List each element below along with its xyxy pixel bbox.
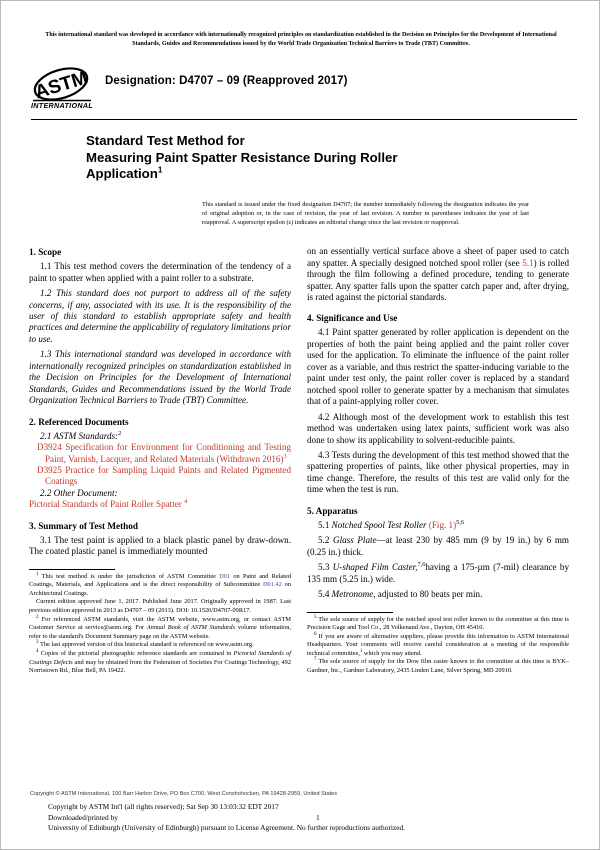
paragraph-4-1: 4.1 Paint spatter generated by roller application is dependent on the properties of both the paint being applied and the paint roller cover used for the application. To eliminate the influence of the paint roller cover as a variable, and thus restrict the spatter-inducing variable to the paint under test only, the paint roller cover is replaced by a standard notched spool roller to generate spatter by a mechanism that simulates that of a paint-applying roller cover. xyxy=(307,327,569,407)
heading-apparatus: 5. Apparatus xyxy=(307,505,358,516)
paragraph-1-1: 1.1 This test method covers the determination of the tendency of a paint to spatter when applied with a paint roller to a substrate. xyxy=(29,261,291,283)
masthead xyxy=(25,63,577,121)
paragraph-5-2-number: 5.2 xyxy=(318,535,334,546)
footnote-1-part-b: on Paint and Related Coatings, Materials, and Applications and is the direct responsibility of Subcommittee xyxy=(29,572,291,589)
footnote-5 xyxy=(307,616,569,633)
subsection-2-2 xyxy=(29,488,291,499)
svg-text:INTERNATIONAL: INTERNATIONAL xyxy=(31,101,93,111)
reference-pictorial-footnote-marker: 4 xyxy=(184,498,188,506)
paragraph-5-1-number: 5.1 xyxy=(318,519,332,530)
footnote-6-part-b: which you may attend. xyxy=(362,649,422,657)
masthead-rule xyxy=(31,119,577,120)
download-line-1: Copyright by ASTM Int'l (all rights reserved); Sat Sep 30 13:03:32 EDT 2017 xyxy=(48,802,279,811)
footnote-6-marker: 6 xyxy=(314,631,317,637)
paragraph-5-2-term: Glass Plate xyxy=(333,535,377,546)
paragraph-5-1 xyxy=(307,520,569,531)
footnote-1-part-c: on Architectural Coatings. xyxy=(29,581,291,597)
reference-pictorial-standards[interactable] xyxy=(29,499,291,510)
heading-referenced-documents: 2. Referenced Documents xyxy=(29,416,129,427)
footnote-1-link-d0142[interactable]: D01.42 xyxy=(262,581,282,589)
footnote-1-link-d01[interactable]: D01 xyxy=(219,572,231,580)
footnote-rule-left xyxy=(29,569,115,570)
page-title xyxy=(86,133,577,183)
footnote-7-marker: 7 xyxy=(314,657,317,663)
footnote-2-italic-title: Annual Book of ASTM Standards xyxy=(146,624,236,632)
footnote-5-marker: 5 xyxy=(314,614,317,620)
footnote-4-part-a: Copies of the pictorial photographic reference standards are contained in xyxy=(40,650,234,658)
designation-label: Designation: D4707 – 09 (Reapproved 2017) xyxy=(105,75,348,88)
paragraph-5-4-text: , adjusted to 80 beats per min. xyxy=(373,589,483,600)
footnote-7 xyxy=(307,658,569,675)
footnote-1 xyxy=(29,573,291,599)
subsection-2-1-label: 2.1 ASTM Standards: xyxy=(40,430,119,441)
paragraph-1-3: 1.3 This international standard was developed in accordance with internationally recognized principles on standardization established in the Decision on Principles for the Development of International Standards, Guides and Recommendations issued by the World Trade Organization Technical Barriers to Trade (TBT) Committee. xyxy=(29,349,291,406)
heading-significance-and-use: 4. Significance and Use xyxy=(307,313,398,324)
paragraph-5-1-footnote-marker: 5,6 xyxy=(456,518,464,526)
footnote-4-marker: 4 xyxy=(36,648,39,654)
paragraph-5-4-term: Metronome xyxy=(331,589,374,600)
paragraph-3-1-cont-b: ) is rolled through the film following a defined procedure, tending to generate spatter. Any spatter falls upon the spatter catch paper and, after drying, is rated against the pictorial standards. xyxy=(307,257,569,302)
subsection-2-1-footnote-marker: 2 xyxy=(118,429,122,437)
paragraph-3-1: 3.1 The test paint is applied to a black plastic panel by draw-down. The coated plastic panel is immediately mounted xyxy=(29,534,291,557)
paragraph-5-3-term: U-shaped Film Caster, xyxy=(332,562,418,573)
footnote-6-part-a: If you are aware of alternative suppliers, please provide this information to ASTM International Headquarters. Your comments will receive careful consideration at a meeting of the responsible technical committee, xyxy=(307,632,569,657)
tbt-statement: This international standard was developed in accordance with internationally recognized principles on standardization established in the Decision on Principles for the Development of International Standards, Guides and Recommendations issued by the World Trade Organization Technical Barriers to Trade (TBT) Committee. xyxy=(45,32,557,48)
reference-d3924[interactable] xyxy=(29,442,291,465)
astm-logo-icon xyxy=(31,65,93,111)
title-footnote-marker: 1 xyxy=(157,166,163,176)
paragraph-4-2: 4.2 Although most of the development work to establish this test method was undertaken using latex paints, sufficient work was also done to show its applicability to solvent-reducible paints. xyxy=(307,411,569,445)
reference-d3924-id[interactable]: D3924 xyxy=(37,442,62,453)
footnote-6 xyxy=(307,633,569,659)
footnote-6-inline-marker: 1 xyxy=(359,648,363,654)
title-line-1: Standard Test Method for xyxy=(86,133,245,149)
page-content xyxy=(25,25,577,676)
download-stamp xyxy=(48,802,576,834)
paragraph-4-3: 4.3 Tests during the development of this test method showed that the spattering properties of paints, like other physical properties, may in time change. Therefore, the results of this test are valid only for the time when the test is run. xyxy=(307,449,569,495)
reference-d3924-footnote-marker: 3 xyxy=(283,452,287,460)
footnote-3-text: The last approved version of this historical standard is referenced on www.astm.org. xyxy=(39,641,254,649)
paragraph-5-3-number: 5.3 xyxy=(318,562,333,573)
paragraph-3-1-cont-a: on an essentially vertical surface above a sheet of paper used to catch any spatter. A specially designed notched spool roller (see xyxy=(307,246,569,268)
paragraph-5-4 xyxy=(307,589,569,600)
svg-text:ASTM: ASTM xyxy=(32,67,91,104)
right-column xyxy=(307,246,569,676)
download-line-3: University of Edinburgh (University of Edinburgh) pursuant to License Agreement. No further reproductions authorized. xyxy=(48,823,406,832)
footnote-1-marker: 1 xyxy=(36,571,39,577)
cross-reference-fig-1[interactable]: (Fig. 1) xyxy=(428,519,457,530)
paragraph-5-2-text: —at least 230 by 485 mm (9 by 19 in.) by 6 mm (0.25 in.) thick. xyxy=(307,535,570,557)
paragraph-5-2 xyxy=(307,535,569,558)
footnote-5-text: The sole source of supply for the notched spool test roller known to the committee at this time is Precision Gage and Tool Co., 28 Volkenand Ave., Dayton, OH 45410. xyxy=(307,615,569,632)
paragraph-5-1-term: Notched Spool Test Roller xyxy=(331,519,427,530)
reference-d3925-id[interactable]: D3925 xyxy=(37,464,62,475)
two-column-body xyxy=(25,246,577,676)
footnote-4 xyxy=(29,650,291,676)
subsection-2-2-label: 2.2 Other Document: xyxy=(40,487,118,498)
cross-reference-5-1[interactable]: 5.1 xyxy=(522,257,534,268)
footnote-7-text: The sole source of supply for the Dow film caster known to the committee at this time is BYK–Gardner, Inc., Gardner Laboratory, 2435 Linden Lane, Silver Spring, MD 20910. xyxy=(307,658,569,675)
footnote-rule-right xyxy=(307,612,393,613)
reference-d3924-title[interactable]: Specification for Environment for Conditioning and Testing Paint, Varnish, Lacquer, and Related Materials (Withdrawn 2016) xyxy=(45,442,291,464)
paragraph-3-1-continued xyxy=(307,246,569,303)
footnote-3-marker: 3 xyxy=(36,640,39,646)
reference-pictorial-title[interactable]: Pictorial Standards of Paint Roller Spatter xyxy=(29,499,185,510)
footnote-3 xyxy=(29,641,291,650)
heading-summary-of-test-method: 3. Summary of Test Method xyxy=(29,520,138,531)
fixed-designation-note: This standard is issued under the fixed designation D4707; the number immediately following the designation indicates the year of original adoption or, in the case of revision, the year of last revision. A number in parentheses indicates the year of last reapproval. A superscript epsilon (ε) indicates an editorial change since the last revision or reapproval. xyxy=(202,200,529,227)
subsection-2-1 xyxy=(29,431,291,442)
heading-scope: 1. Scope xyxy=(29,247,62,258)
paragraph-5-3 xyxy=(307,562,569,585)
reference-d3925[interactable] xyxy=(29,465,291,488)
left-column xyxy=(29,246,291,676)
download-line-2: Downloaded/printed by xyxy=(48,812,118,822)
paragraph-5-3-text: having a 175-µm (7-mil) clearance by 135 mm (5.25 in.) wide. xyxy=(307,562,570,584)
copyright-line: Copyright © ASTM International, 100 Barr Harbor Drive, PO Box C700, West Conshohocken, PA 19428-2959, United States xyxy=(30,791,338,797)
page-footer xyxy=(30,790,576,834)
footnote-2-marker: 2 xyxy=(36,614,39,620)
title-line-2: Measuring Paint Spatter Resistance During Roller xyxy=(86,149,398,165)
paragraph-5-4-number: 5.4 xyxy=(318,589,332,600)
paragraph-1-2: 1.2 This standard does not purport to address all of the safety concerns, if any, associated with its use. It is the responsibility of the user of this standard to establish appropriate safety and health practices and determine the applicability of regulatory limitations prior to use. xyxy=(29,288,291,344)
paragraph-5-3-footnote-marker: 7,6 xyxy=(417,561,426,569)
reference-d3925-title[interactable]: Practice for Sampling Liquid Paints and Related Pigmented Coatings xyxy=(45,464,291,487)
footnote-4-part-b: and may be obtained from the Federation of Societies For Coatings Technology, 492 Norristown Rd., Blue Bell, PA 19422. xyxy=(29,658,291,675)
footnote-1-part-a: This test method is under the jurisdiction of ASTM Committee xyxy=(41,572,220,580)
title-line-3: Application xyxy=(86,166,158,182)
footnote-current-edition: Current edition approved June 1, 2017. Published June 2017. Originally approved in 1987. Last previous edition approved in 2013 as D4707 – 09 (2013). DOI: 10.1520/D4707-09R17. xyxy=(29,598,291,615)
page-number: 1 xyxy=(316,813,320,822)
footnote-4-italic-title: Pictorial Standards of Coatings Defects xyxy=(29,650,291,666)
footnote-2: $^2$ For referenced ASTM standards, visit the ASTM website, www.astm.org, or contact ASTM Customer Service at service@astm.org. For Annual Book of ASTM Standards volume information, refer to the standard's Document Summary page on the ASTM website. xyxy=(29,614,291,640)
